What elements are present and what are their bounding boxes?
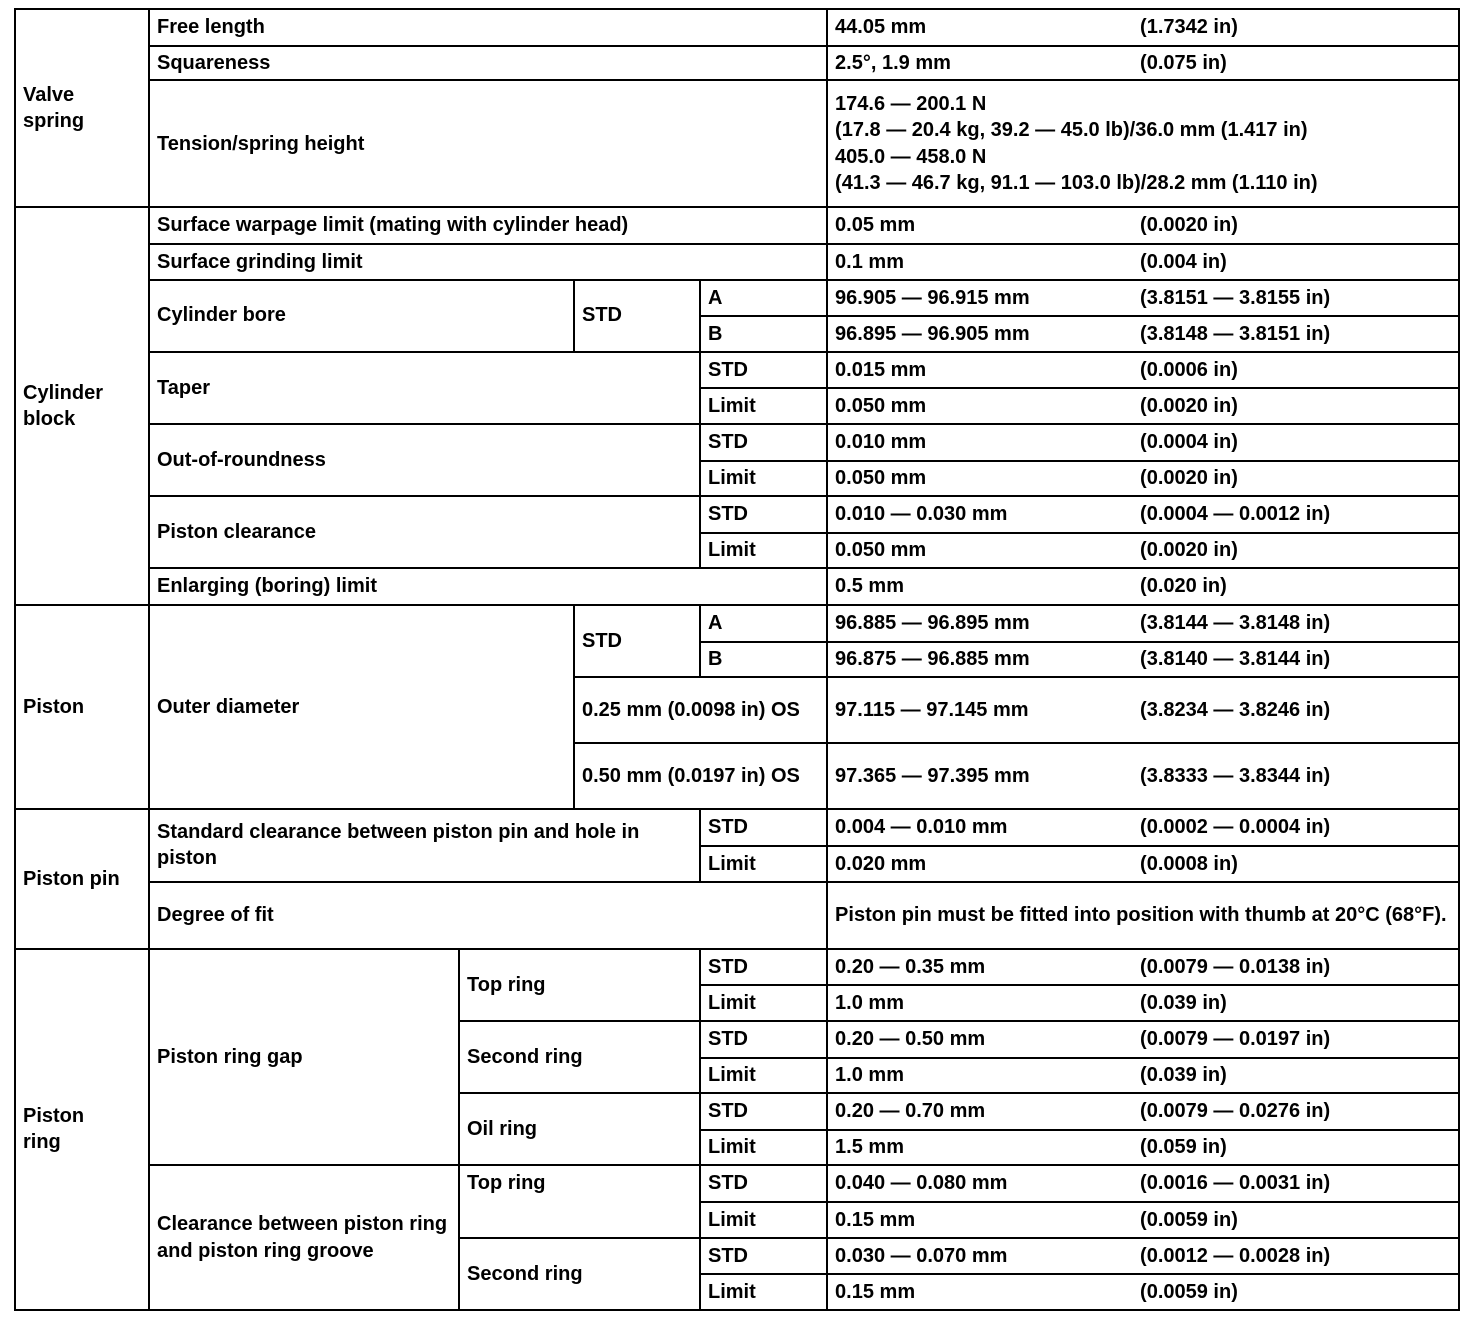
item-label: Taper [149, 352, 700, 424]
table-row [15, 949, 1459, 986]
value-in: (0.0020 in) [1140, 467, 1238, 490]
value-in: (0.039 in) [1140, 1064, 1227, 1087]
value-in: (0.0079 — 0.0197 in) [1140, 1028, 1331, 1051]
value-in: (0.0079 — 0.0276 in) [1140, 1100, 1331, 1123]
value-mm: 0.20 — 0.50 mm [835, 1028, 986, 1051]
item-label: Enlarging (boring) limit [149, 568, 827, 605]
value-mm: 0.15 mm [835, 1280, 916, 1303]
value-mm: 0.020 mm [835, 852, 927, 875]
item-label: Squareness [149, 46, 827, 81]
table-row [15, 46, 1459, 81]
item-label: Surface grinding limit [149, 244, 827, 280]
value-mm: 96.885 — 96.895 mm [835, 612, 1030, 635]
section-cylinder-block: Cylinder block [15, 207, 149, 605]
value-mm: 2.5°, 1.9 mm [835, 51, 951, 74]
item-label: Degree of fit [149, 882, 827, 949]
value-in: (3.8333 — 3.8344 in) [1140, 765, 1331, 788]
value-mm: 0.20 — 0.35 mm [835, 955, 986, 978]
value-mm: 0.010 — 0.030 mm [835, 503, 1008, 526]
value-cell [827, 352, 1459, 389]
value-in: (0.0020 in) [1140, 214, 1238, 237]
value-in: (0.075 in) [1140, 51, 1227, 74]
value-in: (1.7342 in) [1140, 16, 1238, 39]
value-in: (0.0059 in) [1140, 1208, 1238, 1231]
value-cell [827, 642, 1459, 678]
value-in: (3.8140 — 3.8144 in) [1140, 648, 1331, 671]
value-cell: Piston pin must be fitted into position with thumb at 20°C (68°F). [827, 882, 1459, 949]
value-cell [827, 461, 1459, 497]
section-valve-spring: Valve spring [15, 9, 149, 207]
limit-label: Limit [700, 461, 827, 497]
item-label: Clearance between piston ring and piston ring groove [149, 1165, 459, 1310]
grade-label: A [700, 605, 827, 642]
grade-label: B [700, 316, 827, 352]
value-mm: 44.05 mm [835, 16, 927, 39]
value-mm: 97.365 — 97.395 mm [835, 765, 1030, 788]
item-label: Piston clearance [149, 496, 700, 568]
value-in: (0.0020 in) [1140, 394, 1238, 417]
table-row [15, 496, 1459, 533]
value-mm: 0.1 mm [835, 250, 904, 273]
item-label: Standard clearance between piston pin and hole in piston [149, 809, 700, 881]
value-mm: 97.115 — 97.145 mm [835, 699, 1029, 722]
table-row [15, 80, 1459, 207]
table-row [15, 207, 1459, 244]
limit-label: Limit [700, 388, 827, 424]
value-mm: 0.050 mm [835, 467, 927, 490]
value-cell [827, 9, 1459, 46]
value-in: (0.0012 — 0.0028 in) [1140, 1244, 1331, 1267]
value-cell [827, 605, 1459, 642]
value-in: (0.059 in) [1140, 1136, 1227, 1159]
value-cell [827, 846, 1459, 882]
value-in: (0.0006 in) [1140, 358, 1238, 381]
std-label: STD [700, 1093, 827, 1130]
value-in: (0.0002 — 0.0004 in) [1140, 816, 1331, 839]
value-cell [827, 677, 1459, 743]
table-row [15, 605, 1459, 642]
value-mm: 0.004 — 0.010 mm [835, 816, 1008, 839]
section-piston: Piston [15, 605, 149, 809]
limit-label: Limit [700, 1058, 827, 1094]
value-cell [827, 1058, 1459, 1094]
ring-label: Top ring [459, 949, 700, 1021]
value-in: (0.0059 in) [1140, 1280, 1238, 1303]
value-cell [827, 207, 1459, 244]
value-cell [827, 244, 1459, 280]
value-mm: 0.015 mm [835, 358, 927, 381]
value-cell [827, 1202, 1459, 1238]
table-row [15, 9, 1459, 46]
item-label: Out-of-roundness [149, 424, 700, 496]
value-cell [827, 949, 1459, 986]
ring-label: Top ring [459, 1165, 700, 1237]
value-mm: 0.15 mm [835, 1208, 916, 1231]
value-cell [827, 46, 1459, 81]
value-in: (3.8144 — 3.8148 in) [1140, 612, 1331, 635]
value-mm: 0.20 — 0.70 mm [835, 1100, 986, 1123]
table-row [15, 280, 1459, 317]
std-label: STD [700, 1021, 827, 1058]
value-mm: 0.5 mm [835, 575, 904, 598]
section-piston-ring: Piston ring [15, 949, 149, 1310]
value-in: (0.0079 — 0.0138 in) [1140, 955, 1331, 978]
value-in: (0.0020 in) [1140, 539, 1238, 562]
value-in: (0.0008 in) [1140, 852, 1238, 875]
table-row [15, 424, 1459, 461]
value-mm: 96.875 — 96.885 mm [835, 648, 1030, 671]
value-cell [827, 496, 1459, 533]
value-cell [827, 1165, 1459, 1202]
value-cell [827, 568, 1459, 605]
value-line: (17.8 — 20.4 kg, 39.2 — 45.0 lb)/36.0 mm (1.417 in) [835, 119, 1308, 142]
value-mm: 1.5 mm [835, 1136, 904, 1159]
value-mm: 96.895 — 96.905 mm [835, 322, 1030, 345]
item-label: Piston ring gap [149, 949, 459, 1166]
std-label: STD [700, 1165, 827, 1202]
std-label: STD [700, 352, 827, 389]
oversize-label: 0.25 mm (0.0098 in) OS [574, 677, 827, 743]
value-in: (3.8234 — 3.8246 in) [1140, 699, 1331, 722]
value-mm: 0.050 mm [835, 539, 927, 562]
value-mm: 1.0 mm [835, 1064, 904, 1087]
ring-label: Oil ring [459, 1093, 700, 1165]
item-label: Free length [149, 9, 827, 46]
std-label: STD [700, 496, 827, 533]
value-cell [827, 985, 1459, 1021]
value-cell [827, 1274, 1459, 1310]
item-label: Cylinder bore [149, 280, 574, 352]
value-cell [827, 424, 1459, 461]
value-in: (0.039 in) [1140, 991, 1227, 1014]
value-line: 405.0 — 458.0 N [835, 145, 987, 168]
limit-label: Limit [700, 533, 827, 569]
std-label: STD [700, 424, 827, 461]
table-row [15, 1165, 1459, 1202]
value-mm: 1.0 mm [835, 991, 904, 1014]
value-mm: 0.05 mm [835, 214, 916, 237]
item-label: Surface warpage limit (mating with cylinder head) [149, 207, 827, 244]
limit-label: Limit [700, 1130, 827, 1166]
value-cell [827, 809, 1459, 846]
std-label: STD [700, 949, 827, 986]
item-label: Outer diameter [149, 605, 574, 809]
value-mm: 0.010 mm [835, 431, 927, 454]
engine-spec-table [14, 8, 1460, 1311]
std-label: STD [700, 1238, 827, 1275]
value-mm: 96.905 — 96.915 mm [835, 286, 1030, 309]
value-cell [827, 533, 1459, 569]
value-in: (0.0004 — 0.0012 in) [1140, 503, 1331, 526]
ring-label: Second ring [459, 1021, 700, 1093]
value-in: (3.8151 — 3.8155 in) [1140, 286, 1331, 309]
value-cell [827, 280, 1459, 317]
value-in: (3.8148 — 3.8151 in) [1140, 322, 1331, 345]
std-label: STD [574, 280, 700, 352]
table-row [15, 809, 1459, 846]
table-row [15, 352, 1459, 389]
value-mm: 0.030 — 0.070 mm [835, 1244, 1008, 1267]
value-in: (0.004 in) [1140, 250, 1227, 273]
value-mm: 0.040 — 0.080 mm [835, 1172, 1008, 1195]
grade-label: B [700, 642, 827, 678]
value-cell [827, 1093, 1459, 1130]
value-cell [827, 1021, 1459, 1058]
table-row [15, 568, 1459, 605]
oversize-label: 0.50 mm (0.0197 in) OS [574, 743, 827, 809]
table-row [15, 882, 1459, 949]
limit-label: Limit [700, 1274, 827, 1310]
value-cell [827, 316, 1459, 352]
std-label: STD [574, 605, 700, 677]
value-in: (0.020 in) [1140, 575, 1227, 598]
limit-label: Limit [700, 985, 827, 1021]
item-label: Tension/spring height [149, 80, 827, 207]
value-in: (0.0004 in) [1140, 431, 1238, 454]
limit-label: Limit [700, 846, 827, 882]
value-cell [827, 743, 1459, 809]
std-label: STD [700, 809, 827, 846]
value-in: (0.0016 — 0.0031 in) [1140, 1172, 1331, 1195]
value-line: 174.6 — 200.1 N [835, 92, 987, 115]
ring-label: Second ring [459, 1238, 700, 1310]
value-cell [827, 80, 1459, 207]
value-cell [827, 1238, 1459, 1275]
value-line: (41.3 — 46.7 kg, 91.1 — 103.0 lb)/28.2 mm (1.110 in) [835, 172, 1318, 195]
table-row [15, 244, 1459, 280]
value-cell [827, 1130, 1459, 1166]
value-mm: 0.050 mm [835, 394, 927, 417]
limit-label: Limit [700, 1202, 827, 1238]
section-piston-pin: Piston pin [15, 809, 149, 948]
grade-label: A [700, 280, 827, 317]
value-cell [827, 388, 1459, 424]
